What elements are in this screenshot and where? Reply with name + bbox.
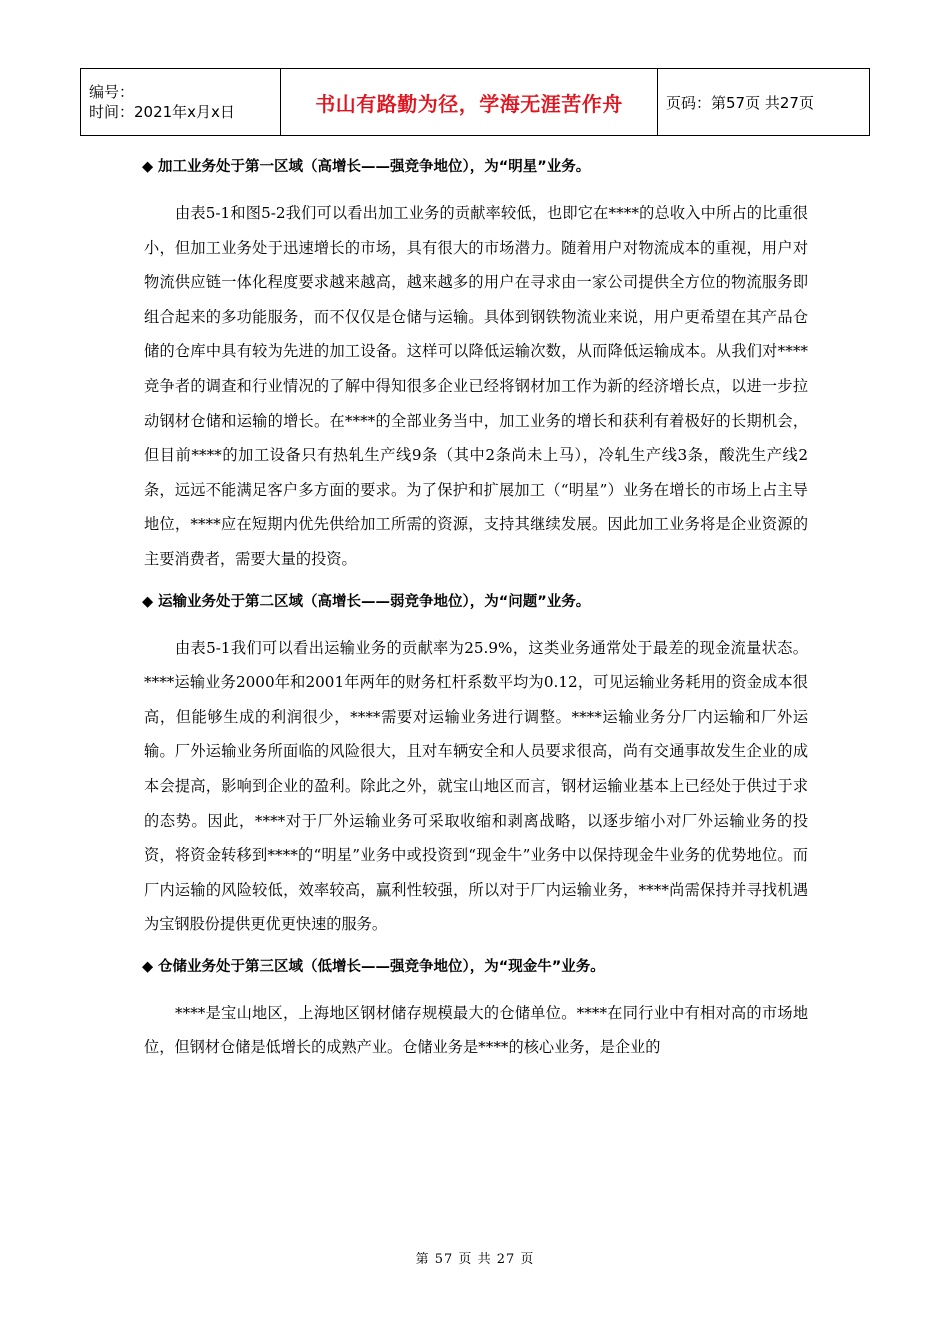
motto: 书山有路勤为径，学海无涯苦作舟 bbox=[281, 69, 658, 135]
diamond-bullet-icon: ◆ bbox=[142, 593, 154, 610]
section-heading bbox=[142, 152, 808, 182]
section-heading bbox=[142, 587, 808, 617]
number-label: 编号： bbox=[89, 83, 135, 101]
section-heading-text: 仓储业务处于第三区域（低增长——强竞争地位），为“现金牛”业务。 bbox=[158, 958, 605, 975]
section-heading-text: 运输业务处于第二区域（高增长——弱竞争地位），为“问题”业务。 bbox=[158, 593, 591, 610]
section-paragraph: ****是宝山地区，上海地区钢材储存规模最大的仓储单位。****在同行业中有相对高的市场地位，但钢材仓储是低增长的成熟产业。仓储业务是****的核心业务，是企业的 bbox=[144, 1003, 808, 1057]
section-paragraph: 由表5-1我们可以看出运输业务的贡献率为25.9%，这类业务通常处于最差的现金流量状态。****运输业务2000年和2001年两年的财务杠杆系数平均为0.12，可见运输业务耗用的资金成本很高，但能够生成的利润很少，****需要对运输业务进行调整。****运输业务分厂内运输和厂外运输。厂外运输业务所面临的风险很大，且对车辆安全和人员要求很高，尚有交通事故发生企业的成本会提高，影响到企业的盈利。除此之外，就宝山地区而言，钢材运输业基本上已经处于供过于求的态势。因此，****对于厂外运输业务可采取收缩和剥离战略，以逐步缩小对厂外运输业务的投资，将资金转移到****的“明星”业务中或投资到“现金牛”业务中以保持现金牛业务的优势地位。而厂内运输的风险较低，效率较高，赢利性较强，所以对于厂内运输业务，****尚需保持并寻找机遇为宝钢股份提供更优更快速的服务。 bbox=[144, 638, 808, 934]
page-header bbox=[80, 68, 870, 136]
document-body bbox=[144, 152, 808, 1075]
time-label: 时间：2021年x月x日 bbox=[89, 103, 235, 121]
diamond-bullet-icon: ◆ bbox=[142, 958, 154, 975]
section-heading bbox=[142, 952, 808, 982]
diamond-bullet-icon: ◆ bbox=[142, 159, 154, 175]
header-info-cell bbox=[81, 69, 281, 135]
section-paragraph: 由表5-1和图5-2我们可以看出加工业务的贡献率较低，也即它在****的总收入中所占的比重很小，但加工业务处于迅速增长的市场，具有很大的市场潜力。随着用户对物流成本的重视，用户对物流供应链一体化程度要求越来越高，越来越多的用户在寻求由一家公司提供全方位的物流服务即组合起来的多功能服务，而不仅仅是仓储与运输。具体到钢铁物流业来说，用户更希望在其产品仓储的仓库中具有较为先进的加工设备。这样可以降低运输次数，从而降低运输成本。从我们对****竞争者的调查和行业情况的了解中得知很多企业已经将钢材加工作为新的经济增长点，以进一步拉动钢材仓储和运输的增长。在****的全部业务当中，加工业务的增长和获利有着极好的长期机会，但目前****的加工设备只有热轧生产线9条（其中2条尚未上马），冷轧生产线3条，酸洗生产线2条，远远不能满足客户多方面的要求。为了保护和扩展加工（“明星”）业务在增长的市场上占主导地位，****应在短期内优先供给加工所需的资源，支持其继续发展。因此加工业务将是企业资源的主要消费者，需要大量的投资。 bbox=[144, 204, 808, 568]
page-code: 页码：第57页 共27页 bbox=[666, 93, 814, 112]
section-heading-text: 加工业务处于第一区域（高增长——强竞争地位），为“明星”业务。 bbox=[158, 159, 591, 175]
page-footer: 第 57 页 共 27 页 bbox=[415, 1252, 535, 1267]
